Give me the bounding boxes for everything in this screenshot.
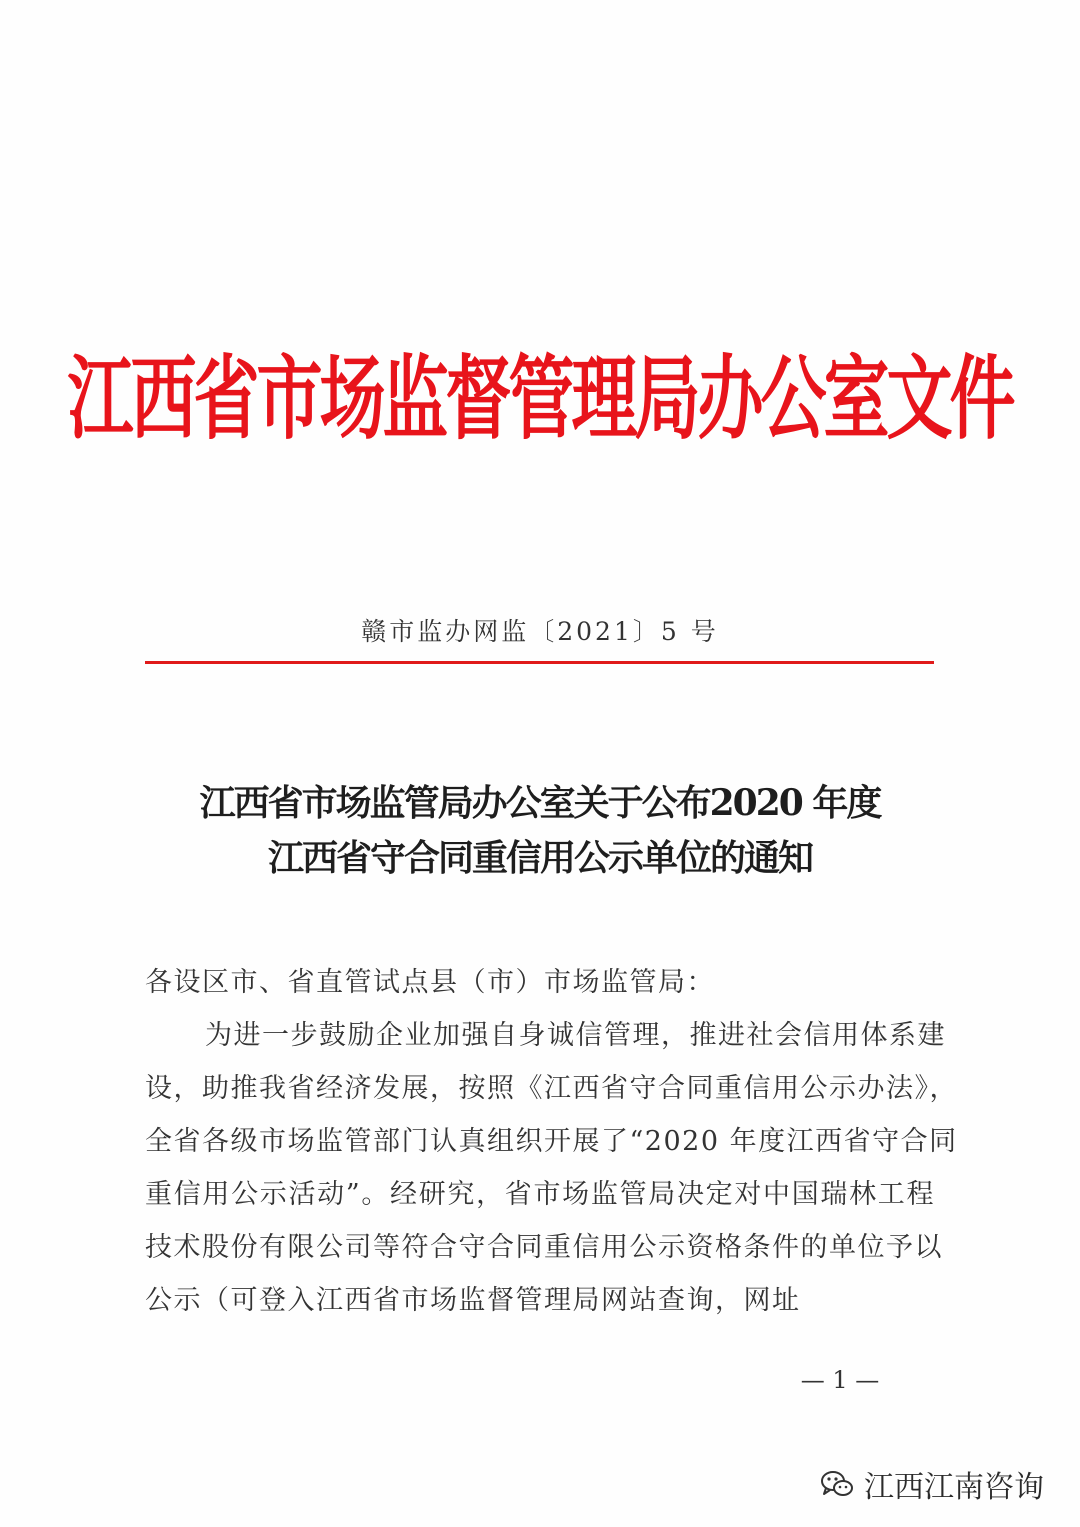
paragraph-line: 设，助推我省经济发展，按照《江西省守合同重信用公示办法》， [145, 1073, 958, 1104]
watermark-text: 江西江南咨询 [864, 1470, 1044, 1505]
paragraph-line: 技术股份有限公司等符合守合同重信用公示资格条件的单位予以 [145, 1232, 943, 1263]
red-divider [145, 661, 934, 664]
paragraph-line: 全省各级市场监管部门认真组织开展了“2020 年度江西省守合同 [145, 1126, 958, 1157]
notice-title-line-2: 江西省守合同重信用公示单位的通知 [267, 837, 812, 879]
notice-title-line-1: 江西省市场监管局办公室关于公布2020 年度 [199, 782, 881, 824]
paragraph-line: 公示（可登入江西省市场监督管理局网站查询，网址 [145, 1285, 801, 1316]
document-number: 赣市监办网监〔2021〕5 号 [361, 617, 719, 646]
salutation: 各设区市、省直管试点县（市）市场监管局： [145, 967, 715, 998]
document-masthead: 江西省市场监督管理局办公室文件 [67, 345, 1013, 452]
wechat-icon [820, 1469, 854, 1499]
wechat-watermark [820, 1462, 1044, 1506]
page-number: — 1 — [800, 1366, 880, 1394]
paragraph-line: 重信用公示活动”。经研究，省市场监管局决定对中国瑞林工程 [145, 1179, 935, 1210]
paragraph-line: 为进一步鼓励企业加强自身诚信管理，推进社会信用体系建 [205, 1020, 946, 1051]
page-number-row [0, 1366, 1080, 1394]
